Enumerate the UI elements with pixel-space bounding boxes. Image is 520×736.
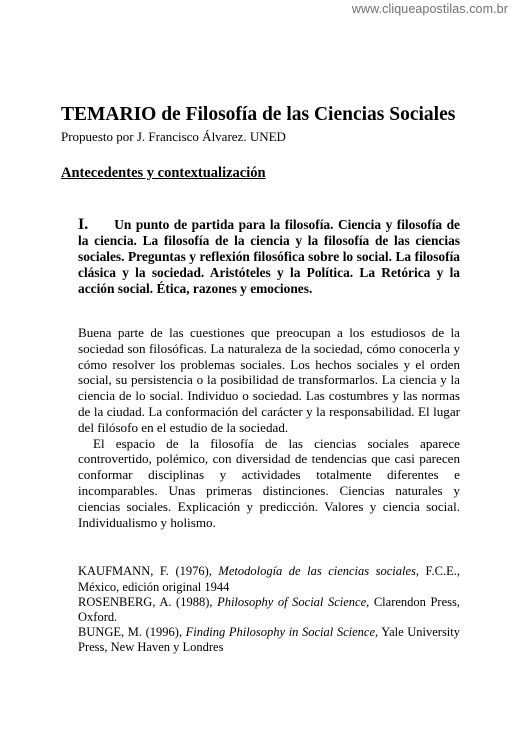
references-list (78, 564, 460, 655)
reference-item (78, 595, 460, 625)
reference-author: KAUFMANN, F. (1976), (78, 564, 219, 579)
section-heading: Antecedentes y contextualización (61, 165, 266, 181)
document-page (61, 103, 460, 656)
reference-title: Finding Philosophy in Social Science, (185, 625, 379, 640)
topic-block (78, 217, 460, 297)
watermark-url: www.cliqueapostilas.com.br (351, 2, 508, 16)
document-title: TEMARIO de Filosofía de las Ciencias Sociales (61, 104, 456, 125)
body-paragraph-1: Buena parte de las cuestiones que preocupan a los estudiosos de la sociedad son filosóficas. La naturaleza de la sociedad, cómo conocerla y cómo resolver los problemas sociales. Los hechos sociales y el orden social, su persistencia o la posibilidad de transformarlos. La ciencia y la ciencia de lo social. Individuo o sociedad. Las costumbres y las normas de la ciudad. La conformación del carácter y la responsabilidad. El lugar del filósofo en el estudio de la sociedad. (78, 325, 460, 435)
reference-item (78, 564, 460, 594)
reference-title: Philosophy of Social Science, (217, 594, 370, 609)
reference-item (78, 625, 460, 655)
body-text (78, 325, 460, 530)
reference-author: ROSENBERG, A. (1988), (78, 594, 218, 609)
body-paragraph-2: El espacio de la filosofía de las ciencias sociales aparece controvertido, polémico, con diversidad de tendencias que casi parecen conformar disciplinas y actividades totalmente diferentes e incomparables. Unas primeras distinciones. Ciencias naturales y ciencias sociales. Explicación y predicción. Valores y ciencia social. Individualismo y holismo. (78, 435, 460, 530)
reference-publisher: F.C.E., México, edición original 1944 (78, 564, 460, 594)
reference-author: BUNGE, M. (1996), (78, 625, 186, 640)
document-subtitle: Propuesto por J. Francisco Álvarez. UNED (61, 129, 286, 144)
reference-publisher: Yale University Press, New Haven y Londres (78, 625, 461, 655)
reference-title: Metodología de las ciencias sociales, (218, 564, 420, 579)
reference-publisher: Clarendon Press, Oxford. (78, 594, 460, 624)
topic-text: Un punto de partida para la filosofía. Ciencia y filosofía de la ciencia. La filosofía de la ciencia y la filosofía de las ciencias sociales. Preguntas y reflexión filosófica sobre lo social. La filosofía clásica y la sociedad. Aristóteles y la Política. La Retórica y la acción social. Ética, razones y emociones. (78, 217, 460, 296)
topic-number: I. (78, 216, 89, 233)
